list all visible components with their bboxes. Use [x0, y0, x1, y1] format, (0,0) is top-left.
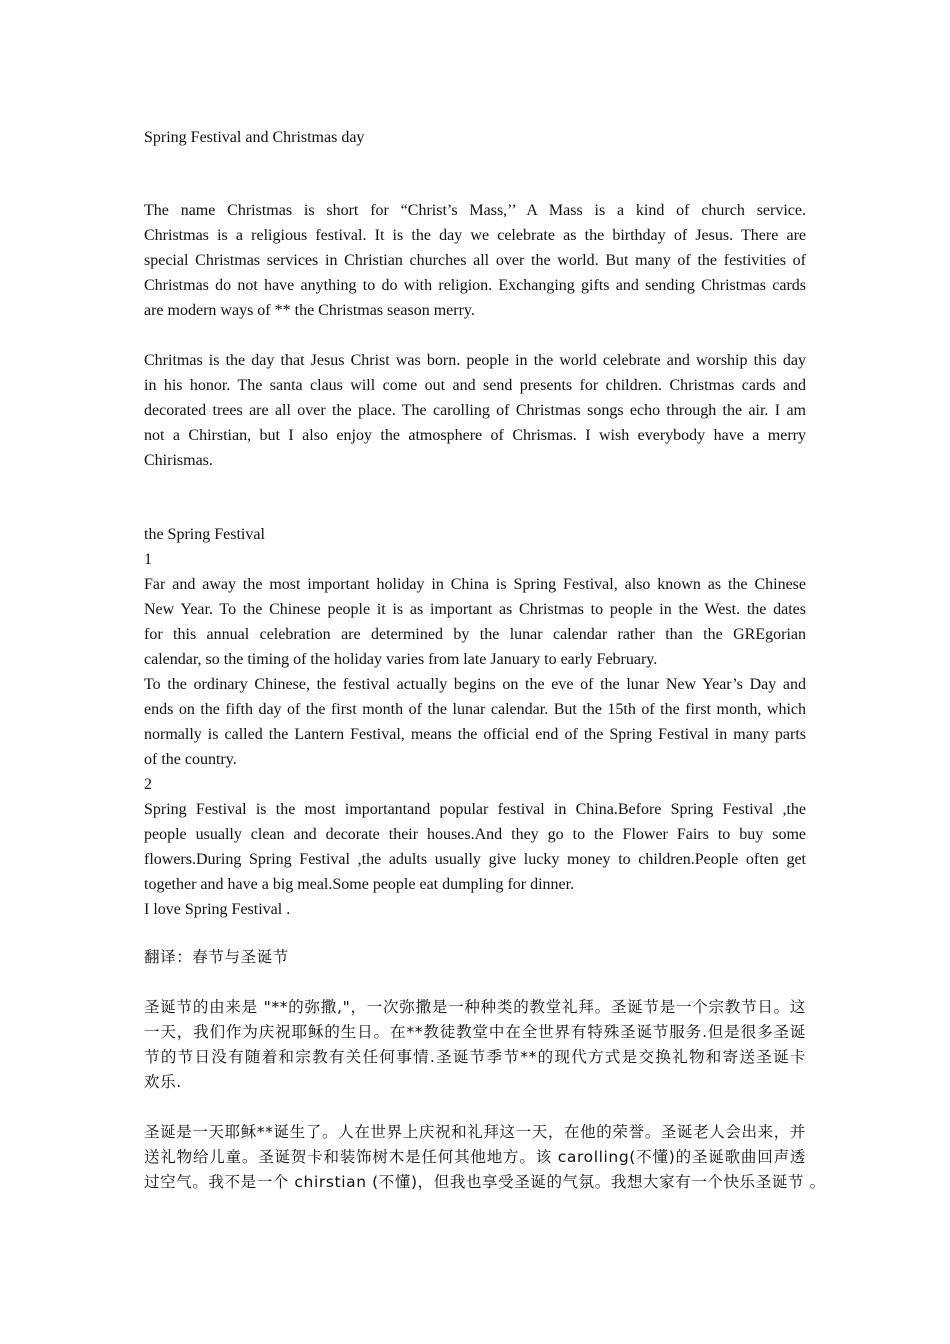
text-line: together and have a big meal.Some people eat dumpling for dinner.: [144, 876, 575, 893]
section-number-2: 2: [144, 776, 152, 793]
text-line: 节的节日没有随着和宗教有关任何事情.圣诞节季节**的现代方式是交换礼物和寄送圣诞卡: [144, 1048, 806, 1066]
text-line: decorated trees are all over the place. The carolling of Christmas songs echo through the air. I am: [144, 402, 806, 419]
text-line: Far and away the most important holiday in China is Spring Festival, also known as the Chinese: [144, 576, 806, 593]
christmas-paragraph-1: [144, 198, 806, 323]
text-line: 圣诞节的由来是 "**的弥撒,"，一次弥撒是一种种类的教堂礼拜。圣诞节是一个宗教节日。这: [144, 998, 806, 1016]
translation-paragraph-2: [144, 1120, 826, 1195]
christmas-paragraph-2: [144, 348, 806, 473]
text-line: 过空气。我不是一个 chirstian (不懂)，但我也享受圣诞的气氛。我想大家有一个快乐圣诞节 。: [144, 1173, 826, 1191]
text-line: normally is called the Lantern Festival, means the official end of the Spring Festival in many parts: [144, 726, 806, 743]
spring-festival-closing: I love Spring Festival .: [144, 901, 291, 918]
translation-heading-block: [144, 945, 806, 970]
text-line: flowers.During Spring Festival ,the adults usually give lucky money to children.People often get: [144, 851, 806, 868]
text-line: people usually clean and decorate their houses.And they go to the Flower Fairs to buy some: [144, 826, 806, 843]
text-line: not a Chirstian, but I also enjoy the atmosphere of Chrismas. I wish everybody have a merry: [144, 427, 806, 444]
text-line: The name Christmas is short for “Christ’s Mass,’’ A Mass is a kind of church service.: [144, 202, 806, 219]
text-line: 圣诞是一天耶稣**诞生了。人在世界上庆祝和礼拜这一天，在他的荣誉。圣诞老人会出来，并: [144, 1123, 806, 1141]
translation-paragraph-1: [144, 995, 806, 1095]
text-line: To the ordinary Chinese, the festival actually begins on the eve of the lunar New Year’s Day and: [144, 676, 806, 693]
text-line: for this annual celebration are determined by the lunar calendar rather than the GREgorian: [144, 626, 806, 643]
text-line: calendar, so the timing of the holiday varies from late January to early February.: [144, 651, 658, 668]
text-line: Chritmas is the day that Jesus Christ was born. people in the world celebrate and worship this day: [144, 352, 806, 369]
text-line: Chirismas.: [144, 452, 213, 469]
text-line: are modern ways of ** the Christmas season merry.: [144, 302, 475, 319]
spring-festival-section: [144, 522, 806, 922]
text-line: 送礼物给儿童。圣诞贺卡和装饰树木是任何其他地方。该 carolling(不懂)的圣诞歌曲回声透: [144, 1148, 806, 1166]
text-line: 一天，我们作为庆祝耶稣的生日。在**教徒教堂中在全世界有特殊圣诞节服务.但是很多圣诞: [144, 1023, 806, 1041]
text-line: ends on the fifth day of the first month of the lunar calendar. But the 15th of the first month, which: [144, 701, 806, 718]
document-title: Spring Festival and Christmas day: [144, 129, 365, 146]
text-line: Christmas do not have anything to do with religion. Exchanging gifts and sending Christmas cards: [144, 277, 806, 294]
text-line: of the country.: [144, 751, 237, 768]
spring-festival-heading: the Spring Festival: [144, 526, 265, 543]
text-line: 欢乐.: [144, 1073, 182, 1091]
text-line: Spring Festival is the most importantand popular festival in China.Before Spring Festival ,the: [144, 801, 806, 818]
text-line: special Christmas services in Christian churches all over the world. But many of the festivities of: [144, 252, 806, 269]
translation-heading: 翻译：春节与圣诞节: [144, 948, 289, 966]
text-line: New Year. To the Chinese people it is as important as Christmas to people in the West. the dates: [144, 601, 806, 618]
text-line: Christmas is a religious festival. It is the day we celebrate as the birthday of Jesus. There are: [144, 227, 806, 244]
section-number-1: 1: [144, 551, 152, 568]
text-line: in his honor. The santa claus will come out and send presents for children. Christmas cards and: [144, 377, 806, 394]
